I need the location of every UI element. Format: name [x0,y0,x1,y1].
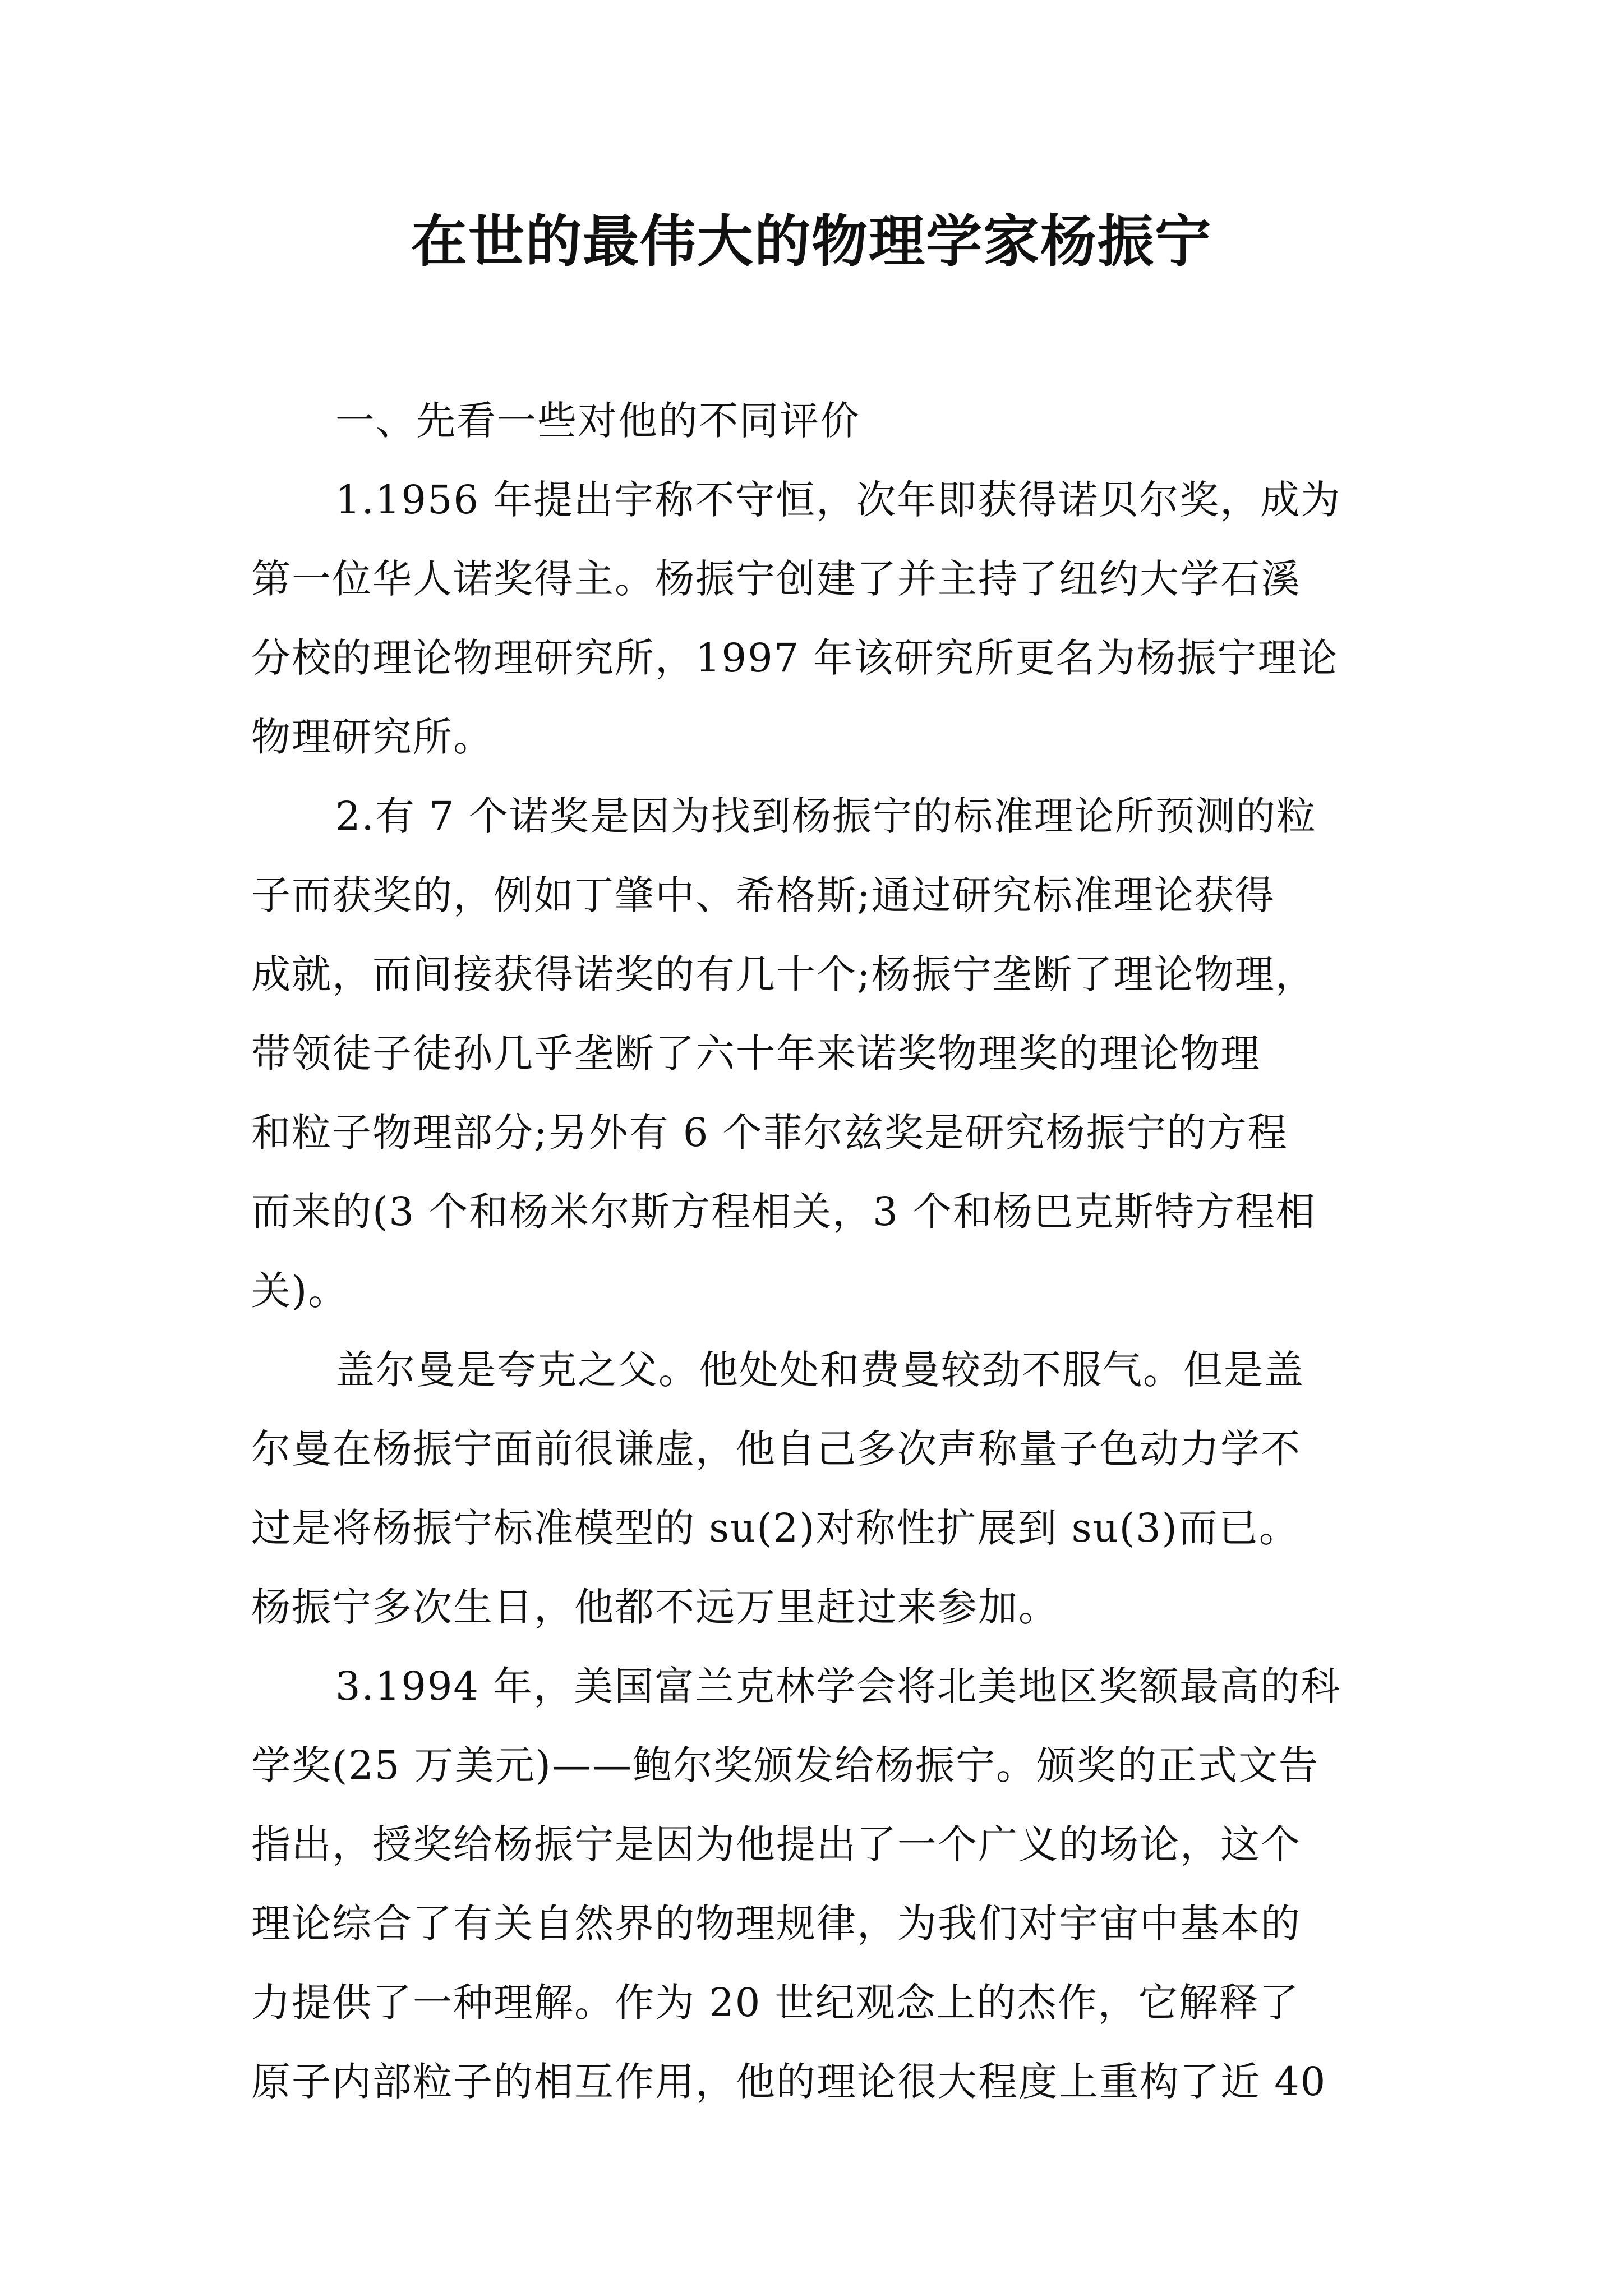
text-line: 带领徒子徒孙几乎垄断了六十年来诺奖物理奖的理论物理 [251,1030,1261,1076]
text-line: 第一位华人诺奖得主。杨振宁创建了并主持了纽约大学石溪 [251,556,1301,602]
text-line: 成就，而间接获得诺奖的有几十个;杨振宁垄断了理论物理， [251,951,1316,997]
text-line: 力提供了一种理解。作为 20 世纪观念上的杰作，它解释了 [251,1980,1300,2026]
text-line: 子而获奖的，例如丁肇中、希格斯;通过研究标准理论获得 [251,872,1275,918]
document-body [251,381,1378,2122]
text-line: 尔曼在杨振宁面前很谦虚，他自己多次声称量子色动力学不 [251,1426,1301,1472]
text-line: 杨振宁多次生日，他都不远万里赶过来参加。 [251,1584,1059,1630]
text-line: 分校的理论物理研究所，1997 年该研究所更名为杨振宁理论 [251,635,1339,681]
text-line: 物理研究所。 [251,714,494,760]
text-line: 原子内部粒子的相互作用，他的理论很大程度上重构了近 40 [251,2059,1327,2105]
text-line: 关)。 [251,1268,349,1314]
text-line: 和粒子物理部分;另外有 6 个菲尔兹奖是研究杨振宁的方程 [251,1110,1288,1156]
text-line: 一、先看一些对他的不同评价 [335,398,860,444]
text-line: 2.有 7 个诺奖是因为找到杨振宁的标准理论所预测的粒 [335,793,1317,839]
text-line: 1.1956 年提出宇称不守恒，次年即获得诺贝尔奖，成为 [335,477,1341,523]
text-line: 指出，授奖给杨振宁是因为他提出了一个广义的场论，这个 [251,1821,1301,1867]
text-line: 盖尔曼是夸克之父。他处处和费曼较劲不服气。但是盖 [335,1347,1304,1393]
text-line: 而来的(3 个和杨米尔斯方程相关，3 个和杨巴克斯特方程相 [251,1189,1316,1235]
text-line: 学奖(25 万美元)——鲍尔奖颁发给杨振宁。颁奖的正式文告 [251,1742,1319,1788]
document-title: 在世的最伟大的物理学家杨振宁 [411,208,1212,274]
text-line: 过是将杨振宁标准模型的 su(2)对称性扩展到 su(3)而已。 [251,1505,1299,1551]
text-line: 3.1994 年，美国富兰克林学会将北美地区奖额最高的科 [335,1663,1341,1709]
text-line: 理论综合了有关自然界的物理规律，为我们对宇宙中基本的 [251,1901,1301,1947]
